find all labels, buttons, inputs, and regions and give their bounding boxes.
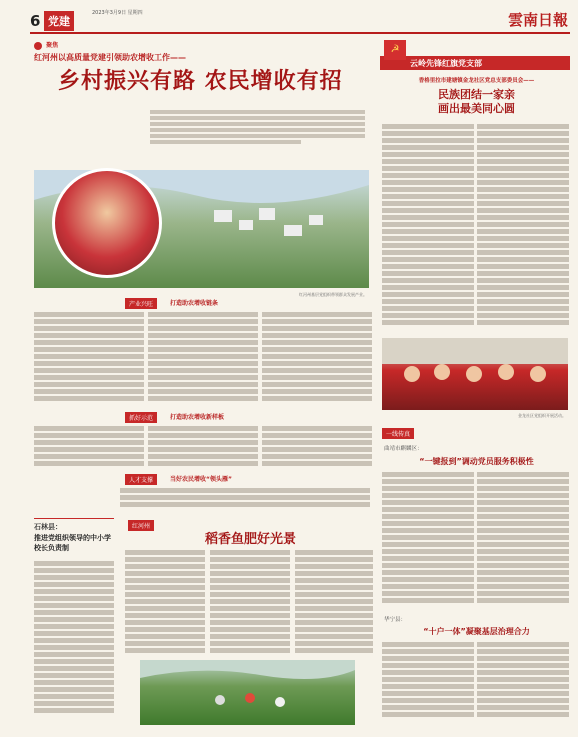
report2-headline: “十户一体”凝聚基层治理合力 — [423, 627, 530, 636]
sub2-title: 打造助农增收新样板 — [170, 414, 225, 421]
sub1-label: 产业兴旺 — [125, 298, 157, 309]
community-group-image — [382, 338, 568, 410]
right-column — [380, 40, 570, 730]
focus-label — [34, 40, 58, 50]
side-story — [34, 518, 114, 723]
right-headline-line2: 画出最美同心圆 — [438, 102, 515, 115]
focus-label-text: 聚焦 — [46, 42, 59, 49]
lead-headline: 乡村振兴有路 农民增收有招 — [58, 68, 343, 94]
sub2-label: 抓好示范 — [125, 412, 157, 423]
paper-name-logo: 雲南日報 — [507, 11, 568, 29]
report1-text-2 — [477, 470, 569, 608]
lead-paragraph — [150, 108, 365, 146]
rice-field-image — [140, 660, 355, 725]
right-photo-caption: 金龙社区党组织开展活动。 — [518, 413, 566, 418]
right-text-1 — [382, 122, 474, 332]
report1-text-1 — [382, 470, 474, 608]
text-block-4 — [34, 424, 144, 469]
party-flag-icon: ☭ — [384, 40, 406, 60]
rice-label: 红河州 — [128, 520, 154, 531]
rice-text-2 — [210, 548, 290, 656]
side-story-place: 石林县： — [34, 523, 62, 531]
hero-photo-caption: 红河州基层党组织带领群众发展产业。 — [299, 292, 367, 297]
focus-dot-icon — [34, 42, 42, 50]
text-block-5 — [148, 424, 258, 469]
text-block-2 — [148, 310, 258, 405]
side-story-text — [34, 559, 114, 719]
right-headline-line1: 民族团结一家亲 — [438, 88, 515, 101]
lead-kicker: 红河州以高质量党建引领助农增收工作—— — [34, 53, 186, 62]
sub3-label: 人才支撑 — [125, 474, 157, 485]
report2-text-2 — [477, 640, 569, 725]
section-tag: 党建 — [44, 11, 74, 31]
text-block-1 — [34, 310, 144, 405]
date-block: 2023年3月9日 星期四 — [92, 10, 143, 16]
rice-headline: 稻香鱼肥好光景 — [205, 532, 297, 547]
text-block-6 — [262, 424, 372, 469]
report1-place: 曲靖市麒麟区： — [384, 446, 423, 452]
right-photo — [382, 338, 568, 410]
masthead — [30, 8, 570, 34]
page-number: 6 — [30, 12, 41, 30]
rice-text-3 — [295, 548, 373, 656]
text-block-3 — [262, 310, 372, 405]
rice-field-photo — [140, 660, 355, 725]
report1-headline: “一键报到”调动党员服务积极性 — [419, 457, 534, 466]
main-story-column — [30, 40, 375, 730]
right-kicker: 香格里拉市建塘镇金龙社区党总支部委员会—— — [418, 78, 535, 84]
right-headline — [384, 88, 569, 116]
report2-place: 华宁县： — [384, 617, 407, 623]
text-block-7 — [120, 486, 370, 514]
party-bar-title: 云岭先锋红旗党支部 — [410, 59, 482, 68]
sub3-title: 当好农民增收“领头雁” — [170, 476, 232, 483]
report2-text-1 — [382, 640, 474, 725]
sub1-title: 打造助农增收链条 — [170, 300, 219, 307]
side-story-title: 推进党组织领导的中小学校长负责制 — [34, 534, 111, 552]
villagers-portrait-photo — [52, 168, 162, 278]
line-report-label: 一线传真 — [382, 428, 414, 439]
right-text-2 — [477, 122, 569, 332]
rice-text-1 — [125, 548, 205, 656]
